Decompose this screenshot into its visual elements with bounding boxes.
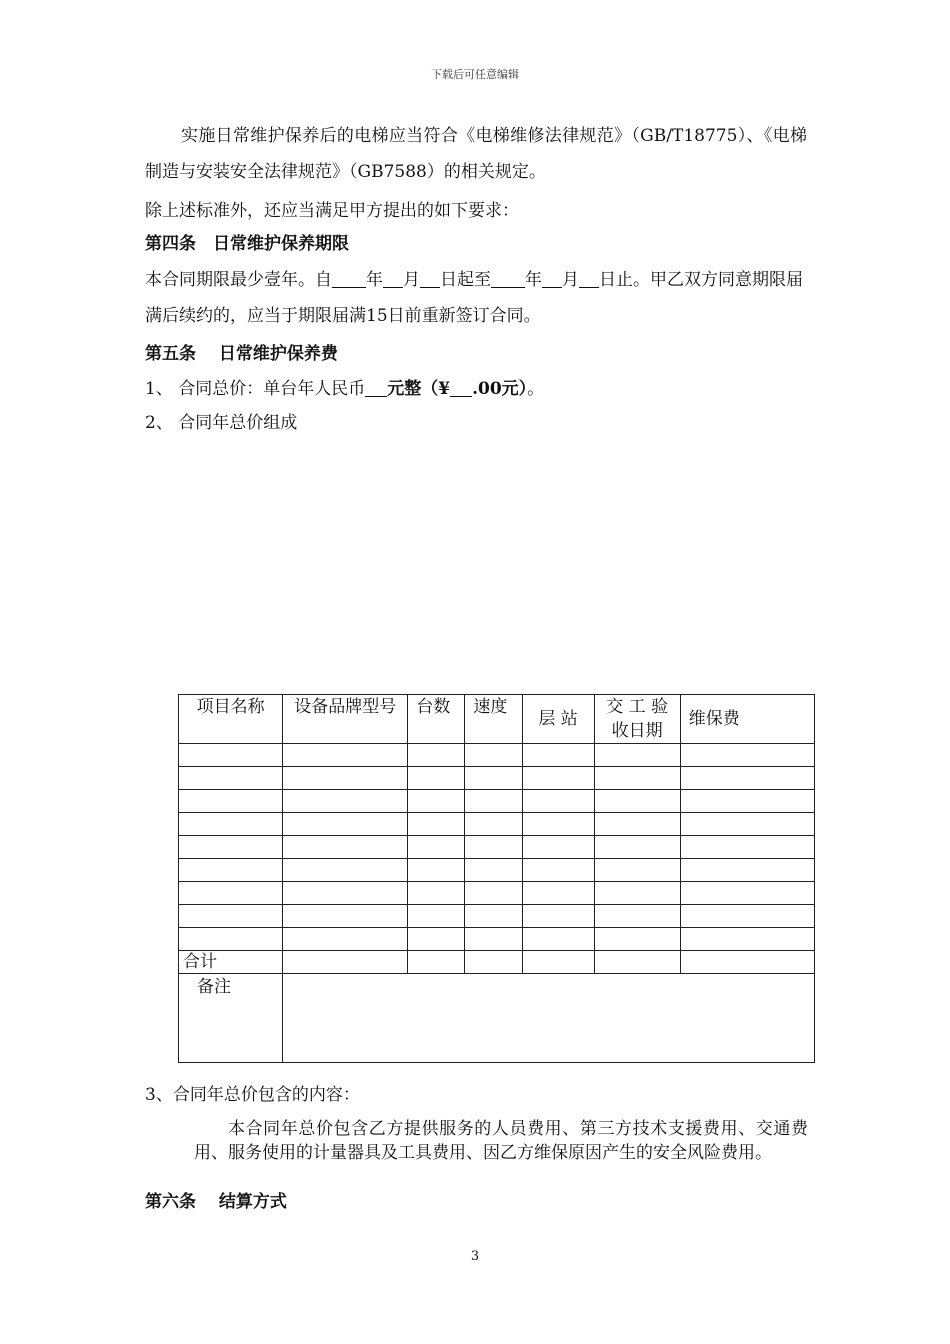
- blank-start-month[interactable]: [383, 267, 403, 288]
- item-2-composition: 2、 合同年总价组成: [145, 413, 298, 433]
- article-5-title: 第五条 日常维护保养费: [145, 344, 338, 364]
- header-acceptance-date: 交 工 验收日期: [594, 695, 680, 744]
- article-6-title: 第六条 结算方式: [145, 1192, 287, 1212]
- article-4-title: 第四条 日常维护保养期限: [145, 234, 349, 254]
- article-4-text: 本合同期限最少壹年。自 年 月 日起至 年 月 日止。甲乙双方同意期限届满后续约的，应当于期限届满15日前重新签订合同。: [145, 262, 807, 334]
- fee-table-header: [179, 695, 815, 744]
- header-speed: 速度: [465, 695, 522, 744]
- blank-price-amount[interactable]: [365, 376, 387, 397]
- paragraph-requirements: 除上述标准外，还应当满足甲方提出的如下要求：: [145, 201, 519, 221]
- blank-start-day[interactable]: [420, 267, 440, 288]
- remark-label: 备注: [179, 974, 283, 1063]
- table-row: [179, 836, 815, 859]
- page-number: 3: [470, 1249, 480, 1264]
- table-row: [179, 905, 815, 928]
- header-maintenance-fee: 维保费: [680, 695, 814, 744]
- item-3-content: 本合同年总价包含乙方提供服务的人员费用、第三方技术支援费用、交通费用、服务使用的计量器具及工具费用、因乙方维保原因产生的安全风险费用。: [194, 1119, 808, 1163]
- fee-table: [178, 694, 815, 1063]
- blank-end-month[interactable]: [542, 267, 562, 288]
- blank-start-year[interactable]: [332, 267, 366, 288]
- table-row-remark: [179, 974, 815, 1063]
- header-project-name: 项目名称: [179, 695, 283, 744]
- item-3-title: 3、合同年总价包含的内容：: [145, 1085, 360, 1105]
- total-label: 合计: [179, 951, 283, 974]
- header-floors: 层 站: [522, 695, 594, 744]
- table-row: [179, 767, 815, 790]
- blank-end-day[interactable]: [579, 267, 599, 288]
- table-row: [179, 882, 815, 905]
- table-row: [179, 744, 815, 767]
- table-row: [179, 790, 815, 813]
- item-1-total-price: 1、 合同总价：单台年人民币 元整（¥ .00元）。: [145, 371, 807, 407]
- blank-end-year[interactable]: [491, 267, 525, 288]
- remark-cell[interactable]: [283, 974, 815, 1063]
- paragraph-standards: 实施日常维护保养后的电梯应当符合《电梯维修法律规范》（GB/T18775）、《电梯制造与安装安全法律规范》（GB7588）的相关规定。: [145, 126, 807, 182]
- header-quantity: 台数: [408, 695, 465, 744]
- table-row: [179, 928, 815, 951]
- blank-price-number[interactable]: [450, 376, 472, 397]
- header-brand-model: 设备品牌型号: [283, 695, 408, 744]
- table-row-total: [179, 951, 815, 974]
- page-header: 下载后可任意编辑: [431, 68, 519, 81]
- table-row: [179, 813, 815, 836]
- table-row: [179, 859, 815, 882]
